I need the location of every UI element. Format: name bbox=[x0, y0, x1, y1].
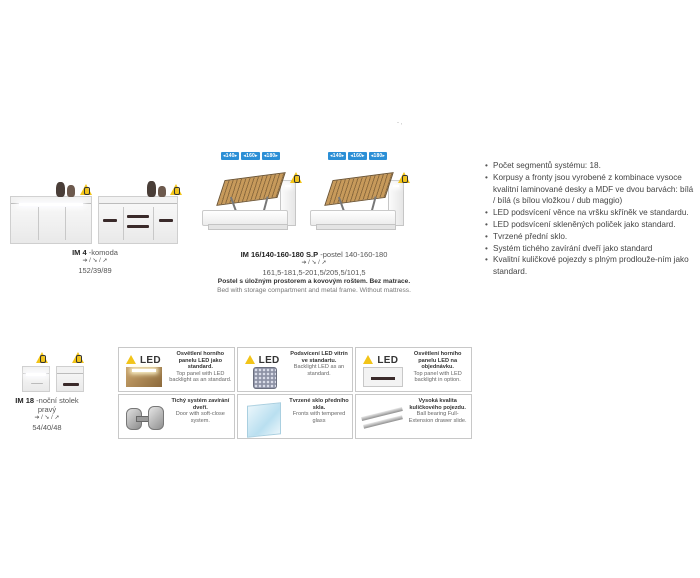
feature-item: • Systém tichého zavírání dveří jako standard bbox=[484, 243, 694, 255]
feature-item: • Počet segmentů systému: 18. bbox=[484, 160, 694, 172]
warning-icon bbox=[80, 184, 92, 195]
led-top-panel-icon: LED bbox=[122, 351, 168, 389]
bed-illustration-2 bbox=[308, 166, 412, 240]
stray-mark: - , bbox=[397, 120, 403, 126]
im18-name: -noční stolek bbox=[36, 396, 79, 405]
im4-illustration bbox=[10, 180, 180, 246]
size-tag-160: ◂160▸ bbox=[243, 153, 258, 159]
feature-item: • Kvalitní kuličkové pojezdy s plným prodlouže-ním jako standard. bbox=[484, 254, 694, 278]
feature-card-en: Backlight LED as an standard. bbox=[293, 364, 345, 377]
feature-card-title: Osvětlení horního panelu LED na objednávku. bbox=[413, 351, 462, 371]
feature-card-en: Fronts with tempered glass bbox=[292, 411, 346, 424]
feature-card-title: Vysoká kvalita kuličkového pojezdu. bbox=[409, 398, 466, 411]
im18-illustration bbox=[20, 352, 88, 394]
sideboard-left bbox=[10, 196, 92, 244]
warning-icon bbox=[72, 352, 84, 363]
soft-close-hinge-icon bbox=[122, 398, 168, 436]
bed-illustration-1 bbox=[200, 166, 304, 240]
sideboard-right bbox=[98, 196, 178, 244]
feature-list bbox=[484, 160, 694, 278]
nightstand-right bbox=[56, 366, 84, 392]
size-tag-180: ◂180▸ bbox=[370, 153, 386, 159]
feature-item: • Korpusy a fronty jsou vyrobené z kombinace vysoce kvalitní laminované desky a MDF ve dvou barvách: bílá / bílá (s bílou vložkou / dub maggio) bbox=[484, 172, 694, 207]
led-panel-icon: LED bbox=[241, 351, 287, 389]
feature-card-tempered-glass bbox=[237, 394, 354, 439]
vase-icon bbox=[56, 182, 65, 197]
feature-item: • LED podsvícení skleněných poliček jako standard. bbox=[484, 219, 694, 231]
size-tag-140: ◂140▸ bbox=[330, 153, 345, 159]
feature-card-led-option bbox=[355, 347, 472, 392]
warning-icon bbox=[398, 172, 410, 183]
feature-card-title: Podsvícení LED vitrín ve standartu. bbox=[290, 351, 348, 364]
im18-code: IM 18 bbox=[15, 396, 35, 405]
im16-desc-en: Bed with storage compartment and metal frame. Without mattress. bbox=[217, 287, 411, 294]
im4-name: -komoda bbox=[88, 248, 118, 257]
im4-dims: 152/39/89 bbox=[78, 266, 112, 275]
feature-card-led-top-panel bbox=[118, 347, 235, 392]
im18-name2: pravý bbox=[37, 405, 57, 414]
bed2-size-tags bbox=[328, 152, 387, 160]
warning-icon bbox=[170, 184, 182, 195]
size-tag-160: ◂160▸ bbox=[350, 153, 365, 159]
im16-desc-cz: Postel s úložným prostorem a kovovým roštem. Bez matrace. bbox=[217, 278, 411, 285]
im16-arrows: ➔ / ➘ / ➚ bbox=[301, 260, 327, 266]
vase-icon bbox=[158, 186, 166, 197]
im16-dims: 161,5-181,5-201,5/205,5/101,5 bbox=[262, 268, 366, 277]
feature-item: • Tvrzené přední sklo. bbox=[484, 231, 694, 243]
tempered-glass-icon bbox=[241, 398, 287, 436]
drawer-slide-icon bbox=[359, 398, 405, 436]
feature-card-title: Tichý systém zavírání dveří. bbox=[171, 398, 230, 411]
feature-item: • LED podsvícení věnce na vršku skříněk ve standardu. bbox=[484, 207, 694, 219]
im16-name: -postel 140-160-180 bbox=[320, 250, 388, 259]
im18-arrows: ➔ / ➘ / ➚ bbox=[34, 415, 60, 421]
vase-icon bbox=[67, 185, 75, 197]
led-top-panel-option-icon: LED bbox=[359, 351, 405, 389]
im18-dims: 54/40/48 bbox=[32, 423, 62, 432]
bed1-size-tags bbox=[221, 152, 280, 160]
im16-caption bbox=[196, 250, 432, 295]
feature-card-soft-close bbox=[118, 394, 235, 439]
size-tag-180: ◂180▸ bbox=[263, 153, 279, 159]
feature-card-en: Ball bearing Full-Extension drawer slide. bbox=[408, 411, 467, 424]
feature-card-ball-bearing bbox=[355, 394, 472, 439]
im4-code: IM 4 bbox=[72, 248, 87, 257]
feature-card-en: Top panel with LED backlight in option. bbox=[413, 370, 462, 384]
feature-card-en: Door with soft-close system. bbox=[175, 411, 225, 424]
feature-card-led-vitrine bbox=[237, 347, 354, 392]
im16-code: IM 16/140-160-180 S.P bbox=[240, 250, 319, 259]
warning-icon bbox=[290, 172, 302, 183]
im4-arrows: ➔ / ➘ / ➚ bbox=[82, 258, 108, 264]
size-tag-140: ◂140▸ bbox=[223, 153, 238, 159]
feature-card-title: Tvrzené sklo předního skla. bbox=[289, 398, 349, 411]
nightstand-left bbox=[22, 366, 50, 392]
feature-card-title: Osvětlení horního panelu LED jako standard. bbox=[176, 351, 225, 371]
feature-card-grid bbox=[118, 347, 472, 439]
warning-icon bbox=[36, 352, 48, 363]
im4-caption bbox=[40, 248, 150, 275]
feature-card-en: Top panel with LED backlight as an standard. bbox=[169, 370, 232, 384]
im18-caption bbox=[6, 396, 88, 432]
vase-icon bbox=[147, 181, 156, 197]
